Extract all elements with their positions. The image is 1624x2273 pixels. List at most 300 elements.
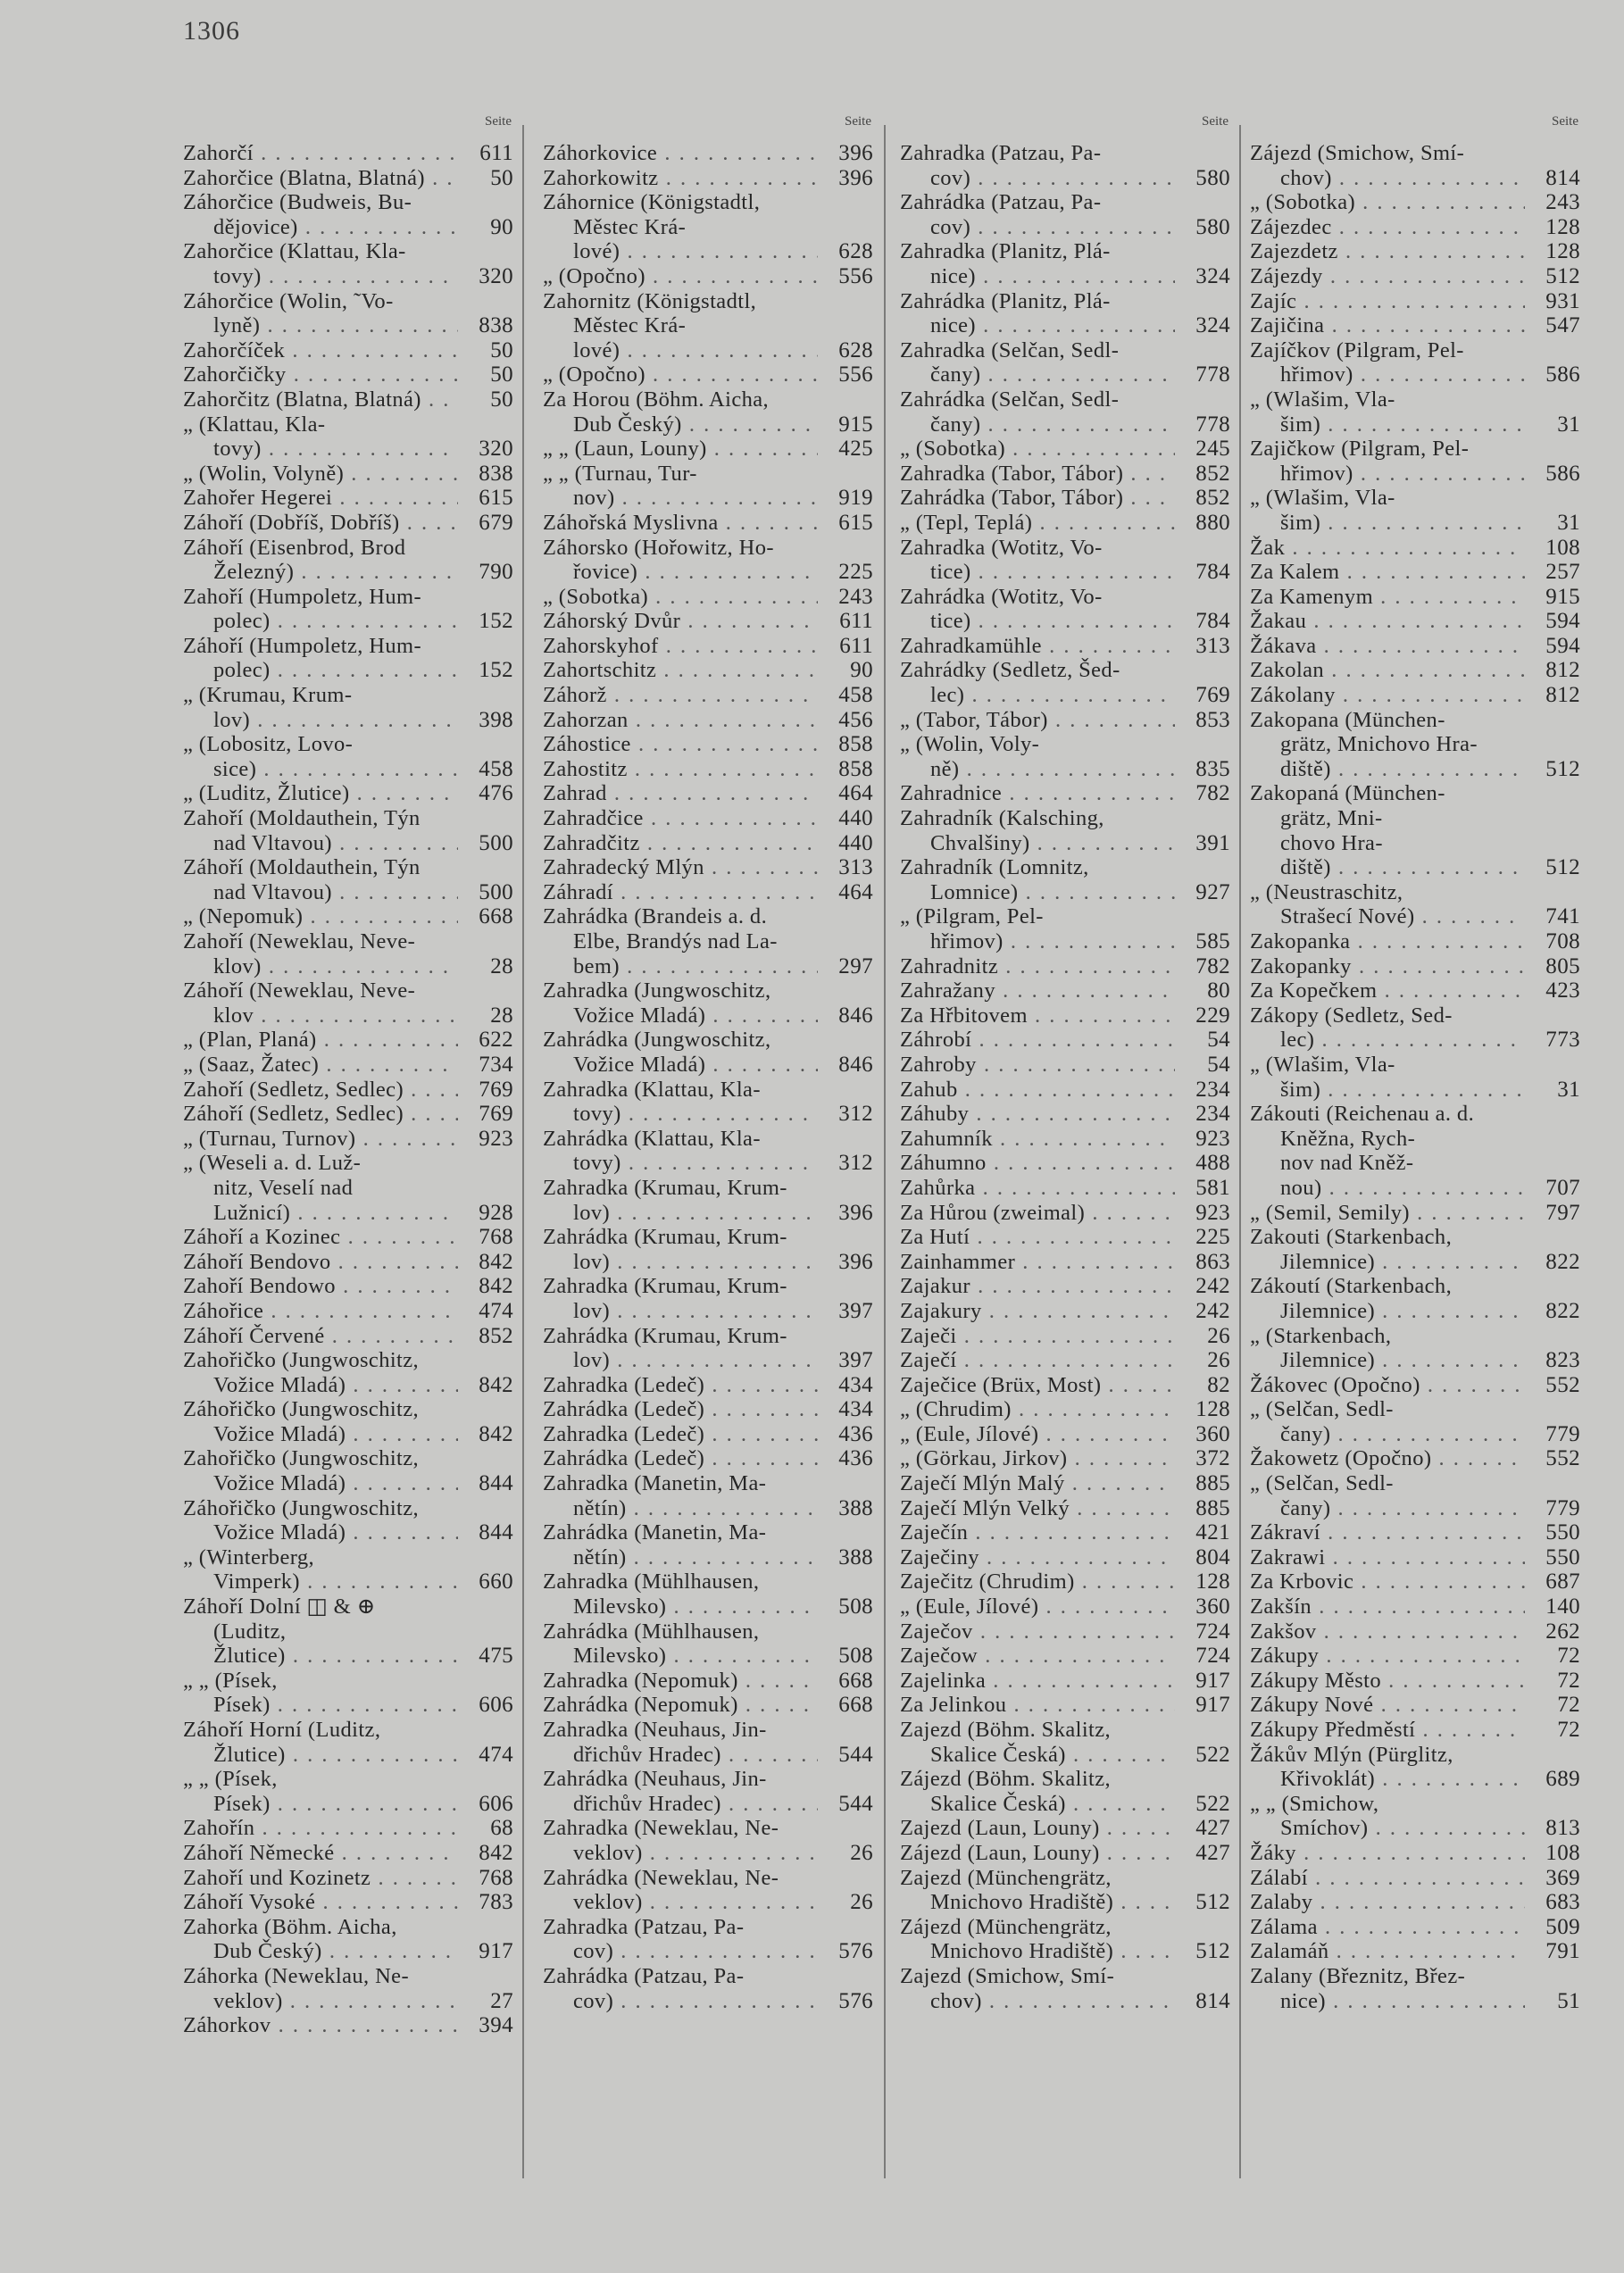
- index-entry: [900, 1201, 1230, 1226]
- entry-name: [1250, 1102, 1525, 1200]
- entry-page-number: 668: [838, 1693, 873, 1718]
- index-entry: [900, 1274, 1230, 1299]
- entry-name-line: tovy) . . .: [183, 437, 458, 462]
- entry-page-number: 556: [838, 263, 873, 288]
- entry-name: [543, 1964, 818, 2013]
- entry-name: [183, 486, 458, 511]
- entry-name-line: Zahradka (Mühlhausen,: [543, 1569, 760, 1594]
- index-entry: [543, 732, 873, 757]
- entry-page-number: 423: [1545, 978, 1580, 1003]
- index-entry: [900, 1545, 1230, 1570]
- entry-name-line: Zajíc . . .: [1250, 289, 1525, 314]
- index-entry: [543, 166, 873, 191]
- entry-name-line: Zálabí . . .: [1250, 1866, 1525, 1891]
- entry-name: [543, 732, 818, 757]
- entry-name-line: „ (Sobotka) . . .: [1250, 190, 1525, 215]
- entry-name-line: Záhorž . . .: [543, 683, 818, 708]
- entry-page-number: 396: [838, 1200, 873, 1225]
- entry-name: [1250, 1053, 1525, 1102]
- entry-name-line: „ (Winterberg,: [183, 1544, 315, 1569]
- index-entry: [543, 264, 873, 289]
- entry-name: [183, 732, 458, 781]
- index-entry: [900, 634, 1230, 659]
- entry-name-line: „ (Opočno) . . .: [543, 264, 818, 289]
- index-entry: [1250, 1225, 1580, 1274]
- entry-name-line: „ (Saaz, Žatec) . . .: [183, 1053, 458, 1078]
- entry-name-line: Záhorkov . . .: [183, 2013, 458, 2038]
- entry-name: [1250, 1397, 1525, 1446]
- index-entry: [183, 1299, 513, 1324]
- entry-page-number: 26: [1207, 1348, 1230, 1373]
- entry-page-number: 425: [838, 437, 873, 462]
- entry-name-line: „ (Eule, Jílové) . . .: [900, 1594, 1175, 1619]
- entry-name: [1250, 658, 1525, 683]
- entry-name-line: Záhoří (Moldauthein, Týn: [183, 855, 421, 880]
- entry-name-line: Zahorkowitz . . .: [543, 166, 818, 191]
- entry-name-line: Zahradka (Planitz, Plá-: [900, 239, 1111, 264]
- entry-page-number: 778: [1195, 362, 1230, 387]
- column-header-seite: Seite: [845, 114, 871, 129]
- entry-page-number: 54: [1207, 1052, 1230, 1077]
- entry-name: [183, 1446, 458, 1495]
- entry-name-line: Zahrádka (Patzau, Pa-: [543, 1963, 745, 1988]
- index-entry: [183, 338, 513, 363]
- entry-name-line: řovice) . . .: [543, 560, 818, 585]
- index-entry: [183, 978, 513, 1028]
- entry-name: [543, 658, 818, 683]
- entry-name-line: Zahradka (Krumau, Krum-: [543, 1274, 787, 1299]
- entry-name-line: Zahorčí . . .: [183, 141, 458, 166]
- index-entry: [900, 1915, 1230, 1964]
- entry-page-number: 823: [1545, 1348, 1580, 1373]
- entry-name-line: polec) . . .: [183, 609, 458, 634]
- entry-name-line: bem) . . .: [543, 954, 818, 979]
- entry-name-line: čany) . . .: [1250, 1422, 1525, 1447]
- entry-name-line: Zahradka (Jungwoschitz,: [543, 978, 771, 1003]
- entry-name: [543, 1693, 818, 1718]
- entry-name-line: Vožice Mladá) . . .: [543, 1053, 818, 1078]
- entry-page-number: 26: [850, 1840, 873, 1865]
- entry-name-line: Zákupy Předměstí . . .: [1250, 1718, 1525, 1743]
- index-entry: [543, 708, 873, 733]
- index-entry: [1250, 1324, 1580, 1373]
- entry-name-line: Zaječín . . .: [900, 1520, 1175, 1545]
- entry-page-number: 791: [1545, 1939, 1580, 1964]
- entry-page-number: 90: [850, 658, 873, 683]
- entry-name: [1250, 1594, 1525, 1619]
- entry-page-number: 769: [479, 1102, 513, 1127]
- entry-name-line: Záhořičko (Jungwoschitz,: [183, 1495, 420, 1520]
- entry-name-line: Zahrádka (Ledeč) . . .: [543, 1446, 818, 1471]
- entry-name: [543, 806, 818, 831]
- entry-page-number: 576: [838, 1988, 873, 2013]
- index-entry: [900, 708, 1230, 733]
- index-entry: [900, 1053, 1230, 1078]
- entry-name-line: Za Hutí . . .: [900, 1225, 1175, 1250]
- entry-name: [543, 462, 818, 511]
- entry-name: [1250, 880, 1525, 929]
- entry-page-number: 687: [1545, 1569, 1580, 1594]
- entry-page-number: 586: [1545, 362, 1580, 387]
- index-entry: [543, 757, 873, 782]
- entry-page-number: 152: [479, 609, 513, 634]
- index-entry: [543, 1520, 873, 1569]
- entry-name-line: Zákupy . . .: [1250, 1644, 1525, 1669]
- entry-name-line: Zahradník (Kalsching,: [900, 806, 1104, 831]
- entry-name-line: Zahoří und Kozinetz . . .: [183, 1866, 458, 1891]
- entry-page-number: 388: [838, 1544, 873, 1569]
- entry-name: [543, 1324, 818, 1373]
- entry-name-line: Zahub . . .: [900, 1078, 1175, 1103]
- index-entry: [183, 1151, 513, 1225]
- entry-page-number: 838: [479, 313, 513, 338]
- index-entry: [543, 1718, 873, 1767]
- entry-name-line: nice) . . .: [1250, 1989, 1525, 2014]
- entry-page-number: 434: [838, 1372, 873, 1397]
- entry-page-number: 550: [1545, 1544, 1580, 1569]
- entry-name-line: „ (Görkau, Jirkov) . . .: [900, 1446, 1175, 1471]
- entry-name: [900, 1348, 1175, 1373]
- entry-name-line: Zainhammer . . .: [900, 1250, 1175, 1275]
- entry-name: [900, 1102, 1175, 1127]
- entry-name: [900, 1003, 1175, 1028]
- index-entry: [1250, 313, 1580, 338]
- entry-page-number: 783: [479, 1890, 513, 1915]
- entry-page-number: 508: [838, 1594, 873, 1619]
- index-entry: [900, 1250, 1230, 1275]
- entry-name: [543, 1078, 818, 1127]
- entry-name-line: „ „ (Turnau, Tur-: [543, 461, 697, 486]
- entry-name-line: „ (Chrudim) . . .: [900, 1397, 1175, 1422]
- index-entry: [1250, 1890, 1580, 1915]
- entry-page-number: 586: [1545, 461, 1580, 486]
- index-entry: [1250, 387, 1580, 437]
- entry-name-line: Za Kopečkem . . .: [1250, 978, 1525, 1003]
- index-entry: [900, 1324, 1230, 1349]
- index-entry: [900, 1446, 1230, 1471]
- entry-page-number: 398: [479, 707, 513, 732]
- entry-name-line: Jilemnice) . . .: [1250, 1348, 1525, 1373]
- entry-name: [183, 1718, 458, 1767]
- entry-name-line: „ „ (Laun, Louny) . . .: [543, 437, 818, 462]
- entry-name: [900, 1201, 1175, 1226]
- entry-name-line: Zahostitz . . .: [543, 757, 818, 782]
- entry-name-line: „ (Lobositz, Lovo-: [183, 732, 354, 757]
- entry-page-number: 622: [479, 1028, 513, 1053]
- index-entry: [1250, 1915, 1580, 1940]
- entry-name: [543, 1669, 818, 1694]
- entry-name: [183, 141, 458, 166]
- entry-page-number: 814: [1195, 1988, 1230, 2013]
- index-entry: [900, 658, 1230, 707]
- entry-page-number: 474: [479, 1742, 513, 1767]
- entry-page-number: 440: [838, 830, 873, 855]
- entry-name-line: Zaječice (Brüx, Most) . . .: [900, 1373, 1175, 1398]
- entry-name: [543, 437, 818, 462]
- entry-name: [1250, 1201, 1525, 1226]
- entry-name: [900, 585, 1175, 634]
- entry-page-number: 846: [838, 1003, 873, 1028]
- entry-page-number: 683: [1545, 1890, 1580, 1915]
- entry-page-number: 262: [1545, 1619, 1580, 1644]
- entry-name: [900, 781, 1175, 806]
- entry-name-line: Chvalšiny) . . .: [900, 831, 1175, 856]
- column-header-seite: Seite: [485, 114, 512, 129]
- entry-page-number: 784: [1195, 609, 1230, 634]
- entry-page-number: 917: [1195, 1668, 1230, 1693]
- entry-name-line: diště) . . .: [1250, 757, 1525, 782]
- entry-name-line: Zájezdec . . .: [1250, 215, 1525, 240]
- entry-name: [183, 1545, 458, 1594]
- entry-name-line: tovy) . . .: [543, 1102, 818, 1127]
- entry-name-line: nětín) . . .: [543, 1545, 818, 1570]
- entry-name: [183, 1915, 458, 1964]
- index-column-4: [1250, 114, 1580, 2013]
- entry-name-line: Skalice Česká) . . .: [900, 1792, 1175, 1817]
- entry-name-line: Zaječiny . . .: [900, 1545, 1175, 1570]
- entry-name-line: Zahradka (Manetin, Ma-: [543, 1471, 767, 1496]
- entry-name-line: „ (Selčan, Sedl-: [1250, 1397, 1394, 1422]
- index-entry: [900, 338, 1230, 387]
- index-entry: [900, 190, 1230, 239]
- entry-name-line: Zahrádka (Krumau, Krum-: [543, 1323, 787, 1348]
- index-entry: [183, 2013, 513, 2038]
- entry-name-line: Milevsko) . . .: [543, 1594, 818, 1619]
- entry-page-number: 512: [1545, 855, 1580, 880]
- column-header-seite: Seite: [1202, 114, 1228, 129]
- entry-name-line: „ (Eule, Jílové) . . .: [900, 1422, 1175, 1447]
- entry-name: [1250, 264, 1525, 289]
- entry-name-line: „ (Sobotka) . . .: [900, 437, 1175, 462]
- entry-name: [900, 1545, 1175, 1570]
- index-entry: [900, 585, 1230, 634]
- index-entry: [1250, 264, 1580, 289]
- index-entry: [900, 1397, 1230, 1422]
- entry-page-number: 312: [838, 1151, 873, 1176]
- entry-name-line: Za Hůrou (zweimal) . . .: [900, 1201, 1175, 1226]
- entry-page-number: 779: [1545, 1421, 1580, 1446]
- entry-page-number: 606: [479, 1693, 513, 1718]
- page-number: 1306: [183, 16, 240, 46]
- entry-name: [183, 1496, 458, 1545]
- entry-name: [900, 1964, 1175, 2013]
- index-entry: [183, 1348, 513, 1397]
- entry-name-line: Záhumno . . .: [900, 1151, 1175, 1176]
- entry-name: [900, 1324, 1175, 1349]
- entry-page-number: 585: [1195, 929, 1230, 953]
- entry-name-line: Zalaby . . .: [1250, 1890, 1525, 1915]
- entry-name: [900, 1225, 1175, 1250]
- entry-name-line: Žákův Mlýn (Pürglitz,: [1250, 1742, 1453, 1767]
- entry-name-line: Zakšov . . .: [1250, 1619, 1525, 1644]
- entry-name: [543, 880, 818, 905]
- index-entry: [543, 978, 873, 1028]
- entry-page-number: 436: [838, 1446, 873, 1471]
- entry-name-line: Vožice Mladá) . . .: [543, 1003, 818, 1028]
- entry-name-line: Zahrad . . .: [543, 781, 818, 806]
- index-entry: [543, 1446, 873, 1471]
- index-entry: [543, 1176, 873, 1225]
- index-entry: [900, 1693, 1230, 1718]
- entry-name: [183, 781, 458, 806]
- entry-name-line: sice) . . .: [183, 757, 458, 782]
- entry-name-line: Zahradka (Ledeč) . . .: [543, 1373, 818, 1398]
- index-entry: [543, 585, 873, 610]
- entry-page-number: 128: [1195, 1569, 1230, 1594]
- index-entry: [1250, 1964, 1580, 2013]
- index-entry: [900, 1176, 1230, 1201]
- entry-page-number: 768: [479, 1225, 513, 1250]
- entry-name: [543, 1225, 818, 1274]
- entry-page-number: 242: [1195, 1274, 1230, 1299]
- index-entry: [1250, 978, 1580, 1003]
- index-entry: [543, 1225, 873, 1274]
- entry-name-line: hřimov) . . .: [900, 929, 1175, 954]
- entry-name: [543, 511, 818, 536]
- entry-name-line: lové) . . .: [543, 338, 818, 363]
- entry-name: [900, 1496, 1175, 1521]
- entry-name-line: lyně) . . .: [183, 313, 458, 338]
- entry-page-number: 581: [1195, 1175, 1230, 1200]
- entry-name: [543, 1767, 818, 1816]
- entry-name-line: Zahorčice (Klattau, Kla-: [183, 239, 406, 264]
- entry-page-number: 72: [1557, 1644, 1580, 1669]
- index-entry: [1250, 190, 1580, 215]
- entry-name-line: Záhoří Bendovo . . .: [183, 1250, 458, 1275]
- entry-name: [543, 1422, 818, 1447]
- entry-page-number: 522: [1195, 1791, 1230, 1816]
- index-entry: [1250, 1397, 1580, 1446]
- entry-name: [543, 585, 818, 610]
- index-entry: [183, 1767, 513, 1816]
- entry-name: [1250, 1890, 1525, 1915]
- entry-name-line: Zahrádka (Wotitz, Vo-: [900, 584, 1103, 609]
- entry-page-number: 128: [1195, 1397, 1230, 1422]
- entry-name-line: lové) . . .: [543, 239, 818, 264]
- index-entry: [183, 412, 513, 462]
- entry-page-number: 512: [1545, 263, 1580, 288]
- entry-name: [900, 511, 1175, 536]
- entry-page-number: 813: [1545, 1816, 1580, 1841]
- entry-name-line: Zahradnitz . . .: [900, 954, 1175, 979]
- entry-page-number: 544: [838, 1791, 873, 1816]
- entry-name: [1250, 978, 1525, 1003]
- entry-page-number: 842: [479, 1274, 513, 1299]
- entry-name: [183, 683, 458, 732]
- index-entry: [183, 1446, 513, 1495]
- entry-page-number: 838: [479, 461, 513, 486]
- entry-name-line: „ (Pilgram, Pel-: [900, 904, 1044, 929]
- entry-page-number: 923: [1195, 1126, 1230, 1151]
- entry-name: [183, 462, 458, 487]
- entry-name-line: Vožice Mladá) . . .: [183, 1422, 458, 1447]
- entry-page-number: 464: [838, 879, 873, 904]
- entry-name: [183, 1669, 458, 1718]
- index-entry: [183, 1866, 513, 1891]
- index-entry: [1250, 781, 1580, 879]
- index-entry: [1250, 585, 1580, 610]
- entry-name-line: „ (Sobotka) . . .: [543, 585, 818, 610]
- entry-name-line: Železný) . . .: [183, 560, 458, 585]
- entry-page-number: 396: [838, 165, 873, 190]
- index-entry: [543, 1619, 873, 1669]
- entry-name-line: Zajezd (Böhm. Skalitz,: [900, 1718, 1112, 1742]
- entry-name-line: Zahradka (Ledeč) . . .: [543, 1422, 818, 1447]
- index-entry: [900, 1078, 1230, 1103]
- entry-page-number: 556: [838, 362, 873, 387]
- entry-name-line: Městec Krá-: [573, 313, 687, 338]
- entry-name-line: nad Vltavou) . . .: [183, 880, 458, 905]
- entry-page-number: 394: [479, 2013, 513, 2038]
- entry-name-line: „ (Wlašim, Vla-: [1250, 1052, 1395, 1077]
- index-entry: [900, 1964, 1230, 2013]
- index-entry: [1250, 437, 1580, 486]
- entry-name: [1250, 781, 1525, 879]
- entry-name-line: Mnichovo Hradiště) . . .: [900, 1939, 1175, 1964]
- index-entry: [900, 1841, 1230, 1866]
- entry-name-line: nice) . . .: [900, 313, 1175, 338]
- index-entry: [900, 904, 1230, 953]
- index-entry: [183, 634, 513, 683]
- entry-name-line: Jilemnice) . . .: [1250, 1299, 1525, 1324]
- entry-page-number: 779: [1545, 1495, 1580, 1520]
- entry-page-number: 50: [490, 387, 513, 412]
- entry-name: [1250, 560, 1525, 585]
- entry-page-number: 360: [1195, 1594, 1230, 1619]
- entry-name: [900, 1718, 1175, 1767]
- entry-name: [1250, 190, 1525, 215]
- entry-name-line: Zajičina . . .: [1250, 313, 1525, 338]
- entry-name: [900, 855, 1175, 904]
- index-entry: [1250, 683, 1580, 708]
- entry-page-number: 512: [1195, 1890, 1230, 1915]
- entry-page-number: 324: [1195, 313, 1230, 338]
- entry-name-line: Zahrádka (Selčan, Sedl-: [900, 387, 1120, 412]
- entry-name-line: Dub Český) . . .: [183, 1939, 458, 1964]
- index-entry: [543, 855, 873, 880]
- entry-name: [1250, 1545, 1525, 1570]
- entry-name: [543, 166, 818, 191]
- entry-name: [1250, 215, 1525, 240]
- index-entry: [183, 1274, 513, 1299]
- entry-name: [183, 634, 458, 683]
- entry-name-line: hřimov) . . .: [1250, 462, 1525, 487]
- entry-name-line: „ (Wlašim, Vla-: [1250, 387, 1395, 412]
- entry-name: [183, 1250, 458, 1275]
- entry-name-line: Písek) . . .: [183, 1693, 458, 1718]
- index-entry: [543, 1915, 873, 1964]
- index-entry: [1250, 239, 1580, 264]
- entry-name-line: šim) . . .: [1250, 511, 1525, 536]
- entry-name-line: Za Kamenym . . .: [1250, 585, 1525, 610]
- entry-page-number: 508: [838, 1644, 873, 1669]
- entry-name: [543, 362, 818, 387]
- entry-page-number: 852: [1195, 486, 1230, 511]
- entry-name-line: Zahrádky (Sedletz, Šed-: [900, 658, 1120, 683]
- entry-page-number: 313: [1195, 633, 1230, 658]
- index-entry: [1250, 1743, 1580, 1792]
- entry-name-line: (Luditz,: [213, 1619, 287, 1644]
- entry-name: [900, 239, 1175, 288]
- entry-name-line: Záhoří Vysoké . . .: [183, 1890, 458, 1915]
- index-entry: [1250, 1619, 1580, 1644]
- entry-name: [183, 190, 458, 239]
- entry-name: [183, 1866, 458, 1891]
- index-entry: [900, 387, 1230, 437]
- index-entry: [183, 929, 513, 978]
- entry-name-line: „ (Starkenbach,: [1250, 1323, 1392, 1348]
- entry-name: [1250, 1866, 1525, 1891]
